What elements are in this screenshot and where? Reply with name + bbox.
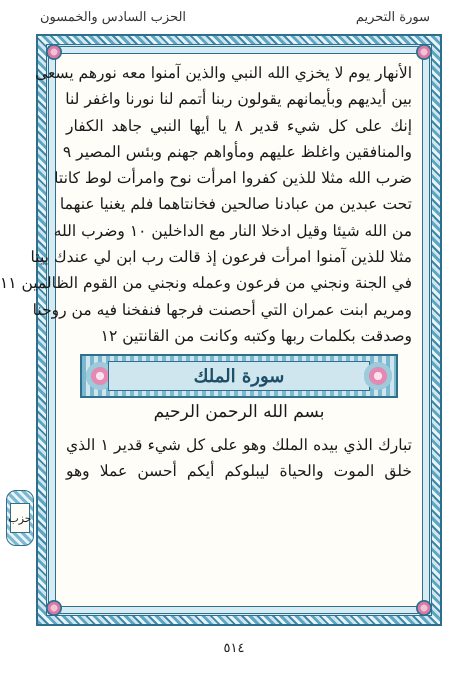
hizb-label: الحزب السادس والخمسون [40,10,187,25]
verse-line: وصدقت بكلمات ربها وكتبه وكانت من القانتين ١٢ [100,326,412,345]
verse-line: مثلا للذين آمنوا امرأت فرعون إذ قالت رب ابن لي عندك بيتا [30,248,412,267]
page-number: ٥١٤ [223,641,245,656]
verse-line: ضرب الله مثلا للذين كفروا امرأت نوح وامرأت لوط كانتا [54,169,412,188]
verse-line: تبارك الذي بيده الملك وهو على كل شيء قدير ١ الذي [66,436,412,454]
verse-line: إنك على كل شيء قدير ٨ يا أيها النبي جاهد الكفار [66,116,413,135]
verse-line: في الجنة ونجني من فرعون وعمله ونجني من القوم الظالمين ١١ [0,274,412,293]
verse-lines-top [0,60,413,349]
verse-line: والمنافقين واغلظ عليهم ومأواهم جهنم وبئس المصير ٩ [62,142,412,161]
surah-title-banner [80,354,398,398]
verse-line: من الله شيئا وقيل ادخلا النار مع الداخلين ١٠ وضرب الله [53,221,412,240]
corner-ornament-icon [46,44,62,60]
hizb-side-label: حزب [10,503,30,533]
verse-line: خلق الموت والحياة ليبلوكم أيكم أحسن عملا وهو [66,462,412,481]
corner-ornament-icon [46,600,62,616]
verse-line: الأنهار يوم لا يخزي الله النبي والذين آمنوا معه نورهم يسعى [35,64,412,82]
banner-inner [108,361,370,391]
surah-name-header: سورة التحريم [355,10,430,25]
verse-line: بين أيديهم وبأيمانهم يقولون ربنا أتمم لنا نورنا واغفر لنا [65,90,412,109]
hizb-side-marker [6,490,34,546]
surah-title: سورة الملك [193,365,285,387]
verse-lines-bottom [66,432,412,485]
rose-ornament-icon [364,362,392,390]
corner-ornament-icon [416,600,432,616]
verse-line: تحت عبدين من عبادنا صالحين فخانتاهما فلم يغنيا عنهما [59,195,412,214]
basmala: بسم الله الرحمن الرحيم [153,402,325,422]
verse-line: ومريم ابنت عمران التي أحصنت فرجها فنفخنا فيه من روحنا [32,300,412,319]
corner-ornament-icon [416,44,432,60]
